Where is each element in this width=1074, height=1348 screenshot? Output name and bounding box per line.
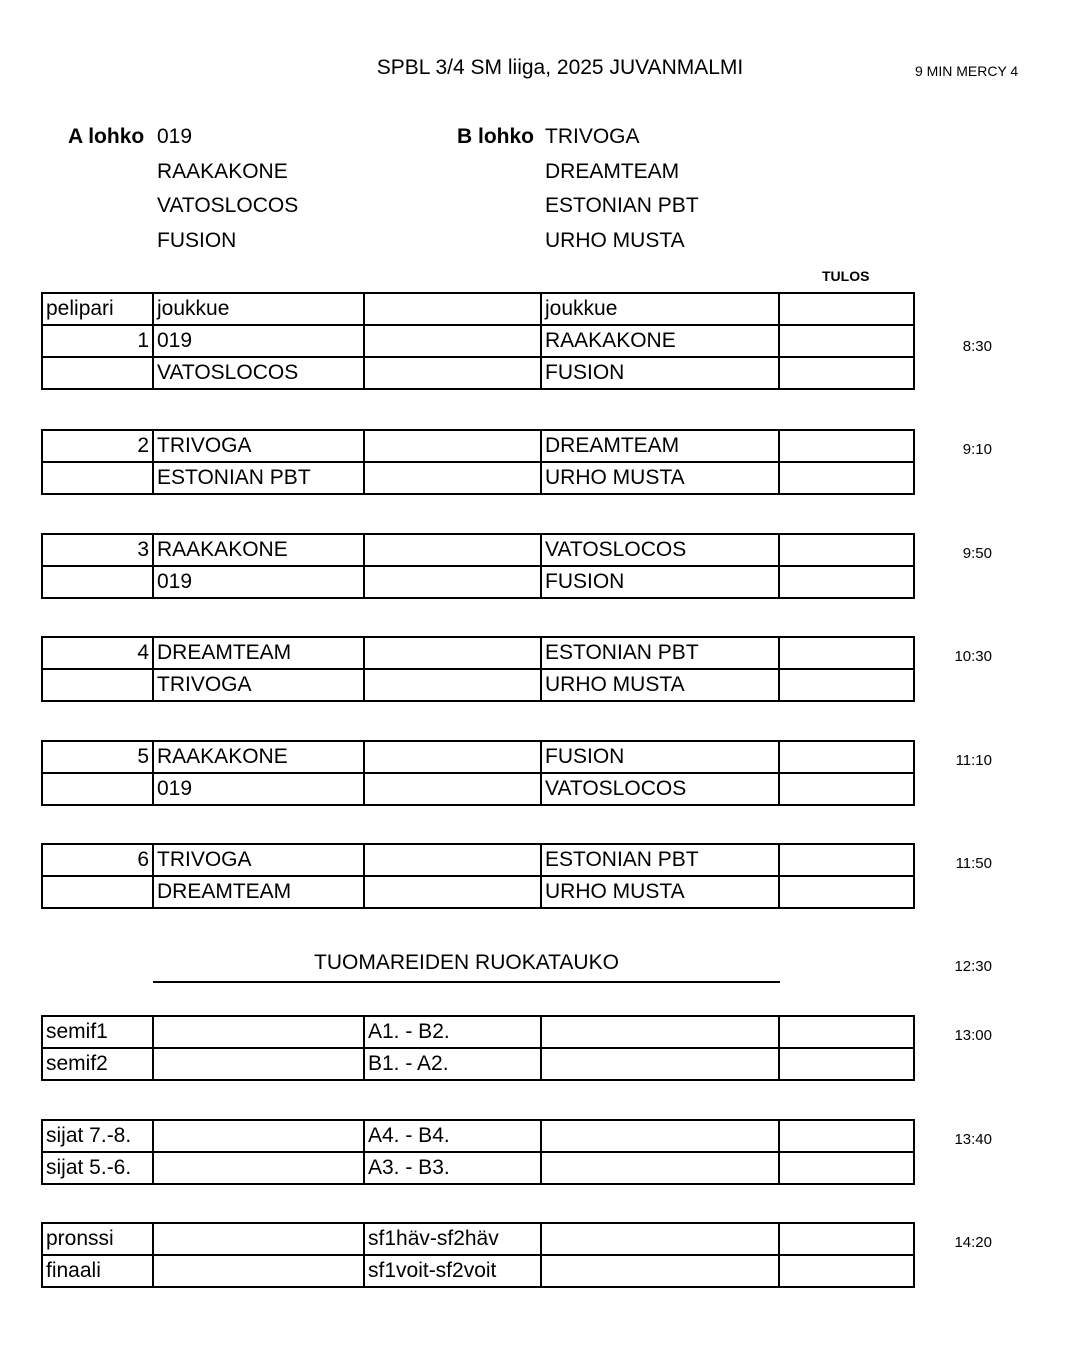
match-block-2 xyxy=(41,429,915,495)
team2-cell: FUSION xyxy=(541,357,779,389)
team2-cell: URHO MUSTA xyxy=(541,669,779,701)
pair-cell xyxy=(42,357,153,389)
result-cell xyxy=(779,1120,914,1152)
team1-cell: RAAKAKONE xyxy=(153,534,364,566)
pair-cell xyxy=(42,773,153,805)
table-row xyxy=(42,876,914,908)
match-cell: sf1häv-sf2häv xyxy=(364,1223,541,1255)
team2-cell: DREAMTEAM xyxy=(541,430,779,462)
result-cell xyxy=(779,357,914,389)
result-cell xyxy=(779,844,914,876)
match-block-1 xyxy=(41,292,915,390)
group-b-team: TRIVOGA xyxy=(545,125,640,148)
group-b-label: B lohko xyxy=(457,125,534,148)
time-label: 14:20 xyxy=(954,1234,992,1251)
time-label: 10:30 xyxy=(954,648,992,665)
header-row xyxy=(42,293,914,325)
match-cell xyxy=(364,876,541,908)
match-block-6 xyxy=(41,843,915,909)
group-a-team: FUSION xyxy=(157,229,237,252)
result-cell xyxy=(779,1048,914,1080)
result-cell xyxy=(779,325,914,357)
team2-cell: VATOSLOCOS xyxy=(541,773,779,805)
pair-cell: 2 xyxy=(42,430,153,462)
result-cell xyxy=(779,773,914,805)
pair-cell: finaali xyxy=(42,1255,153,1287)
table-row xyxy=(42,325,914,357)
result-cell xyxy=(779,669,914,701)
pair-cell: 3 xyxy=(42,534,153,566)
team2-cell: URHO MUSTA xyxy=(541,462,779,494)
team1-cell: TRIVOGA xyxy=(153,430,364,462)
team1-cell: 019 xyxy=(153,325,364,357)
table-row xyxy=(42,1255,914,1287)
match-cell: A3. - B3. xyxy=(364,1152,541,1184)
result-cell xyxy=(779,462,914,494)
match-cell xyxy=(364,534,541,566)
table-row xyxy=(42,1048,914,1080)
team1-cell: DREAMTEAM xyxy=(153,876,364,908)
team2-cell xyxy=(541,1255,779,1287)
time-label: 11:10 xyxy=(955,752,992,769)
table-row xyxy=(42,741,914,773)
pair-cell: sijat 7.-8. xyxy=(42,1120,153,1152)
table-row xyxy=(42,1152,914,1184)
result-cell xyxy=(779,1255,914,1287)
pair-cell xyxy=(42,566,153,598)
match-cell: A4. - B4. xyxy=(364,1120,541,1152)
match-block-4 xyxy=(41,636,915,702)
pair-cell: semif1 xyxy=(42,1016,153,1048)
match-cell: A1. - B2. xyxy=(364,1016,541,1048)
table-row xyxy=(42,844,914,876)
result-cell xyxy=(779,1223,914,1255)
group-b-team: ESTONIAN PBT xyxy=(545,194,699,217)
time-label: 9:10 xyxy=(962,441,992,458)
team2-cell xyxy=(541,1120,779,1152)
match-block-finals xyxy=(41,1222,915,1288)
result-cell xyxy=(779,741,914,773)
table-row xyxy=(42,430,914,462)
team2-cell: ESTONIAN PBT xyxy=(541,637,779,669)
pair-cell: 6 xyxy=(42,844,153,876)
team2-cell: ESTONIAN PBT xyxy=(541,844,779,876)
mercy-rule: 9 MIN MERCY 4 xyxy=(915,63,1019,79)
match-cell xyxy=(364,669,541,701)
table-row xyxy=(42,566,914,598)
team1-cell: RAAKAKONE xyxy=(153,741,364,773)
group-a-label: A lohko xyxy=(68,125,145,148)
pair-cell: 1 xyxy=(42,325,153,357)
table-row xyxy=(42,669,914,701)
table-row xyxy=(42,534,914,566)
pair-cell xyxy=(42,462,153,494)
time-label: 9:50 xyxy=(962,545,992,562)
page-title: SPBL 3/4 SM liiga, 2025 JUVANMALMI xyxy=(376,56,744,79)
team2-cell: URHO MUSTA xyxy=(541,876,779,908)
team1-cell: TRIVOGA xyxy=(153,844,364,876)
match-cell xyxy=(364,430,541,462)
match-cell xyxy=(364,741,541,773)
team2-cell: VATOSLOCOS xyxy=(541,534,779,566)
header-team2: joukkue xyxy=(541,293,779,325)
match-cell xyxy=(364,566,541,598)
match-cell xyxy=(364,462,541,494)
team2-cell: FUSION xyxy=(541,566,779,598)
empty-cell xyxy=(364,293,541,325)
group-a-team: 019 xyxy=(157,125,193,148)
team2-cell xyxy=(541,1048,779,1080)
group-b-team: DREAMTEAM xyxy=(545,160,680,183)
table-row xyxy=(42,1223,914,1255)
header-team1: joukkue xyxy=(153,293,364,325)
result-cell xyxy=(779,637,914,669)
table-row xyxy=(42,1016,914,1048)
time-label: 12:30 xyxy=(954,958,992,975)
team1-cell: 019 xyxy=(153,773,364,805)
team1-cell xyxy=(153,1120,364,1152)
team2-cell: RAAKAKONE xyxy=(541,325,779,357)
team1-cell: DREAMTEAM xyxy=(153,637,364,669)
match-cell xyxy=(364,637,541,669)
match-cell: sf1voit-sf2voit xyxy=(364,1255,541,1287)
time-label: 13:00 xyxy=(954,1027,992,1044)
result-cell xyxy=(779,566,914,598)
result-header: TULOS xyxy=(822,268,870,284)
team2-cell xyxy=(541,1152,779,1184)
result-cell xyxy=(779,430,914,462)
lunch-break-label: TUOMAREIDEN RUOKATAUKO xyxy=(314,951,619,974)
group-a-team: RAAKAKONE xyxy=(157,160,288,183)
match-block-semifinals xyxy=(41,1015,915,1081)
pair-cell: semif2 xyxy=(42,1048,153,1080)
table-row xyxy=(42,637,914,669)
table-row xyxy=(42,357,914,389)
team1-cell: 019 xyxy=(153,566,364,598)
team2-cell xyxy=(541,1223,779,1255)
match-cell: B1. - A2. xyxy=(364,1048,541,1080)
team1-cell: VATOSLOCOS xyxy=(153,357,364,389)
result-cell xyxy=(779,293,914,325)
header-pair: pelipari xyxy=(42,293,153,325)
match-cell xyxy=(364,773,541,805)
match-cell xyxy=(364,844,541,876)
pair-cell: 4 xyxy=(42,637,153,669)
team1-cell xyxy=(153,1016,364,1048)
team1-cell xyxy=(153,1223,364,1255)
pair-cell xyxy=(42,669,153,701)
team2-cell: FUSION xyxy=(541,741,779,773)
team1-cell: TRIVOGA xyxy=(153,669,364,701)
team1-cell xyxy=(153,1048,364,1080)
match-cell xyxy=(364,325,541,357)
pair-cell: sijat 5.-6. xyxy=(42,1152,153,1184)
time-label: 13:40 xyxy=(954,1131,992,1148)
group-a-team: VATOSLOCOS xyxy=(157,194,299,217)
pair-cell: 5 xyxy=(42,741,153,773)
team1-cell xyxy=(153,1152,364,1184)
result-cell xyxy=(779,876,914,908)
pair-cell: pronssi xyxy=(42,1223,153,1255)
divider xyxy=(153,981,780,983)
team1-cell xyxy=(153,1255,364,1287)
match-block-placements xyxy=(41,1119,915,1185)
match-block-5 xyxy=(41,740,915,806)
result-cell xyxy=(779,534,914,566)
table-row xyxy=(42,1120,914,1152)
table-row xyxy=(42,462,914,494)
pair-cell xyxy=(42,876,153,908)
table-row xyxy=(42,773,914,805)
group-b-team: URHO MUSTA xyxy=(545,229,685,252)
team2-cell xyxy=(541,1016,779,1048)
time-label: 11:50 xyxy=(955,855,992,872)
result-cell xyxy=(779,1016,914,1048)
team1-cell: ESTONIAN PBT xyxy=(153,462,364,494)
match-block-3 xyxy=(41,533,915,599)
result-cell xyxy=(779,1152,914,1184)
time-label: 8:30 xyxy=(962,338,992,355)
match-cell xyxy=(364,357,541,389)
